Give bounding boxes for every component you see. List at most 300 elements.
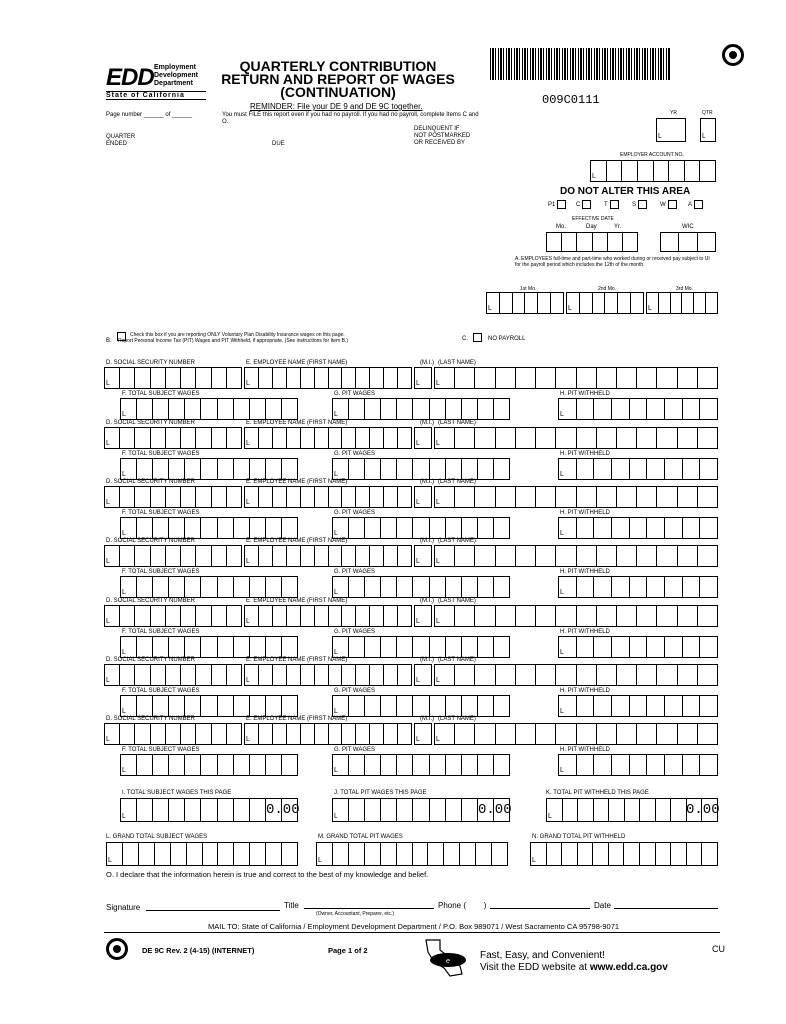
entry-cell[interactable] — [370, 367, 384, 389]
first-name-boxes[interactable] — [244, 545, 412, 567]
entry-cell[interactable] — [201, 798, 217, 822]
entry-cell[interactable] — [139, 842, 155, 866]
entry-cell[interactable] — [329, 367, 343, 389]
entry-cell[interactable] — [169, 798, 185, 822]
entry-cell[interactable] — [185, 517, 201, 539]
entry-cell[interactable] — [120, 398, 137, 420]
entry-cell[interactable] — [414, 427, 432, 449]
entry-cell[interactable] — [181, 723, 196, 745]
last-name-boxes[interactable] — [434, 723, 718, 745]
pit-wages-boxes[interactable] — [332, 695, 510, 717]
entry-cell[interactable] — [414, 367, 432, 389]
entry-cell[interactable] — [637, 427, 657, 449]
pit-wages-boxes[interactable] — [332, 458, 510, 480]
first-name-boxes[interactable] — [244, 427, 412, 449]
entry-cell[interactable] — [698, 367, 718, 389]
mi-box[interactable] — [414, 723, 432, 745]
entry-cell[interactable] — [665, 458, 683, 480]
entry-cell[interactable] — [332, 695, 349, 717]
entry-cell[interactable] — [166, 545, 181, 567]
entry-cell[interactable] — [166, 723, 181, 745]
entry-cell[interactable] — [478, 695, 494, 717]
entry-cell[interactable] — [398, 545, 412, 567]
pit-withheld-boxes[interactable] — [558, 458, 718, 480]
entry-cell[interactable] — [384, 427, 398, 449]
entry-cell[interactable] — [546, 798, 563, 822]
total-wages-boxes[interactable] — [120, 695, 298, 717]
entry-cell[interactable] — [398, 664, 412, 686]
entry-cell[interactable] — [120, 695, 137, 717]
entry-cell[interactable] — [486, 292, 500, 314]
entry-cell[interactable] — [315, 367, 329, 389]
entry-cell[interactable] — [577, 486, 597, 508]
entry-cell[interactable] — [201, 398, 217, 420]
entry-cell[interactable] — [446, 398, 462, 420]
entry-cell[interactable] — [155, 842, 171, 866]
entry-cell[interactable] — [679, 232, 697, 252]
entry-cell[interactable] — [315, 664, 329, 686]
pit-wages-boxes[interactable] — [332, 398, 510, 420]
entry-cell[interactable] — [665, 636, 683, 658]
entry-cell[interactable] — [455, 367, 475, 389]
entry-cell[interactable] — [329, 545, 343, 567]
dna-checkbox[interactable] — [694, 200, 703, 209]
entry-cell[interactable] — [342, 427, 356, 449]
entry-cell[interactable] — [617, 427, 637, 449]
entry-cell[interactable] — [365, 398, 381, 420]
entry-cell[interactable] — [430, 754, 446, 776]
grand-n-boxes[interactable] — [530, 842, 718, 866]
entry-cell[interactable] — [397, 458, 413, 480]
entry-cell[interactable] — [135, 545, 150, 567]
pit-wages-boxes[interactable] — [332, 517, 510, 539]
entry-cell[interactable] — [462, 517, 478, 539]
entry-cell[interactable] — [135, 486, 150, 508]
entry-cell[interactable] — [496, 664, 516, 686]
entry-cell[interactable] — [356, 486, 370, 508]
mi-box[interactable] — [414, 545, 432, 567]
entry-cell[interactable] — [282, 636, 298, 658]
entry-cell[interactable] — [475, 664, 495, 686]
entry-cell[interactable] — [349, 842, 365, 866]
entry-cell[interactable] — [478, 636, 494, 658]
entry-cell[interactable] — [153, 398, 169, 420]
entry-cell[interactable] — [577, 723, 597, 745]
entry-cell[interactable] — [381, 636, 397, 658]
entry-cell[interactable] — [455, 545, 475, 567]
entry-cell[interactable] — [462, 798, 478, 822]
entry-cell[interactable] — [384, 486, 398, 508]
entry-cell[interactable] — [370, 486, 384, 508]
dna-checkbox[interactable] — [638, 200, 647, 209]
entry-cell[interactable] — [349, 517, 365, 539]
entry-cell[interactable] — [618, 292, 631, 314]
entry-cell[interactable] — [342, 486, 356, 508]
entry-cell[interactable] — [637, 367, 657, 389]
entry-cell[interactable] — [169, 398, 185, 420]
entry-cell[interactable] — [212, 723, 227, 745]
entry-cell[interactable] — [365, 458, 381, 480]
entry-cell[interactable] — [349, 695, 365, 717]
total-wages-boxes[interactable] — [120, 517, 298, 539]
dna-check-s[interactable] — [632, 200, 647, 209]
entry-cell[interactable] — [287, 605, 301, 627]
phone-line[interactable] — [490, 908, 590, 909]
entry-cell[interactable] — [282, 398, 298, 420]
entry-cell[interactable] — [617, 367, 637, 389]
entry-cell[interactable] — [250, 842, 266, 866]
entry-cell[interactable] — [244, 427, 259, 449]
entry-cell[interactable] — [525, 292, 538, 314]
entry-cell[interactable] — [104, 664, 120, 686]
entry-cell[interactable] — [462, 458, 478, 480]
date-line[interactable] — [614, 908, 718, 909]
entry-cell[interactable] — [398, 427, 412, 449]
entry-cell[interactable] — [551, 292, 564, 314]
entry-cell[interactable] — [266, 842, 282, 866]
entry-cell[interactable] — [700, 754, 718, 776]
entry-cell[interactable] — [678, 427, 698, 449]
entry-cell[interactable] — [137, 636, 153, 658]
entry-cell[interactable] — [287, 723, 301, 745]
entry-cell[interactable] — [455, 664, 475, 686]
entry-cell[interactable] — [120, 458, 137, 480]
entry-cell[interactable] — [700, 695, 718, 717]
qtr-box[interactable]: L — [700, 118, 716, 142]
entry-cell[interactable] — [694, 292, 706, 314]
entry-cell[interactable] — [478, 754, 494, 776]
entry-cell[interactable] — [196, 605, 211, 627]
entry-cell[interactable] — [683, 695, 701, 717]
entry-cell[interactable] — [398, 486, 412, 508]
entry-cell[interactable] — [301, 723, 315, 745]
pit-wages-boxes[interactable] — [332, 754, 510, 776]
entry-cell[interactable] — [413, 458, 429, 480]
entry-cell[interactable] — [609, 798, 625, 822]
entry-cell[interactable] — [329, 664, 343, 686]
entry-cell[interactable] — [332, 798, 349, 822]
entry-cell[interactable] — [556, 427, 576, 449]
entry-cell[interactable] — [494, 754, 510, 776]
entry-cell[interactable] — [218, 576, 234, 598]
entry-cell[interactable] — [315, 486, 329, 508]
entry-cell[interactable] — [218, 842, 234, 866]
entry-cell[interactable] — [446, 517, 462, 539]
entry-cell[interactable] — [698, 427, 718, 449]
entry-cell[interactable] — [678, 723, 698, 745]
entry-cell[interactable] — [556, 605, 576, 627]
entry-cell[interactable] — [624, 842, 640, 866]
entry-cell[interactable] — [301, 605, 315, 627]
yr-box[interactable]: L — [656, 118, 686, 142]
entry-cell[interactable] — [384, 367, 398, 389]
month-1-boxes[interactable] — [486, 292, 564, 314]
entry-cell[interactable] — [494, 636, 510, 658]
entry-cell[interactable] — [315, 605, 329, 627]
entry-cell[interactable] — [700, 517, 718, 539]
entry-cell[interactable] — [349, 798, 365, 822]
entry-cell[interactable] — [671, 842, 687, 866]
entry-cell[interactable] — [381, 754, 397, 776]
entry-cell[interactable] — [244, 486, 259, 508]
entry-cell[interactable] — [577, 754, 595, 776]
entry-cell[interactable] — [120, 486, 135, 508]
entry-cell[interactable] — [496, 723, 516, 745]
entry-cell[interactable] — [266, 754, 282, 776]
entry-cell[interactable] — [365, 576, 381, 598]
entry-cell[interactable] — [365, 517, 381, 539]
entry-cell[interactable] — [342, 367, 356, 389]
entry-cell[interactable] — [169, 458, 185, 480]
entry-cell[interactable] — [414, 723, 432, 745]
entry-cell[interactable] — [665, 754, 683, 776]
entry-cell[interactable] — [342, 605, 356, 627]
entry-cell[interactable] — [665, 695, 683, 717]
pit-withheld-boxes[interactable] — [558, 754, 718, 776]
entry-cell[interactable] — [227, 605, 242, 627]
entry-cell[interactable] — [640, 798, 656, 822]
entry-cell[interactable] — [332, 517, 349, 539]
entry-cell[interactable] — [137, 576, 153, 598]
dna-check-t[interactable] — [604, 200, 619, 209]
entry-cell[interactable] — [597, 486, 617, 508]
entry-cell[interactable] — [185, 636, 201, 658]
entry-cell[interactable] — [169, 636, 185, 658]
entry-cell[interactable] — [687, 842, 703, 866]
entry-cell[interactable] — [137, 517, 153, 539]
entry-cell[interactable] — [218, 754, 234, 776]
entry-cell[interactable] — [365, 842, 381, 866]
entry-cell[interactable] — [201, 517, 217, 539]
entry-cell[interactable] — [413, 576, 429, 598]
entry-cell[interactable] — [332, 398, 349, 420]
entry-cell[interactable] — [558, 398, 577, 420]
entry-cell[interactable] — [657, 605, 677, 627]
entry-cell[interactable] — [234, 517, 250, 539]
entry-cell[interactable] — [282, 517, 298, 539]
entry-cell[interactable] — [516, 545, 536, 567]
title-line[interactable] — [304, 908, 434, 909]
entry-cell[interactable] — [475, 723, 495, 745]
entry-cell[interactable] — [301, 664, 315, 686]
entry-cell[interactable] — [287, 664, 301, 686]
entry-cell[interactable] — [455, 723, 475, 745]
entry-cell[interactable] — [266, 398, 282, 420]
entry-cell[interactable] — [135, 723, 150, 745]
month-2-boxes[interactable] — [566, 292, 644, 314]
entry-cell[interactable] — [356, 723, 370, 745]
entry-cell[interactable] — [556, 664, 576, 686]
entry-cell[interactable] — [120, 636, 137, 658]
entry-cell[interactable] — [153, 798, 169, 822]
entry-cell[interactable] — [398, 605, 412, 627]
entry-cell[interactable] — [381, 398, 397, 420]
entry-cell[interactable] — [414, 605, 432, 627]
entry-cell[interactable] — [227, 427, 242, 449]
pit-withheld-boxes[interactable] — [558, 576, 718, 598]
entry-cell[interactable] — [577, 232, 592, 252]
entry-cell[interactable] — [594, 517, 612, 539]
entry-cell[interactable] — [630, 398, 648, 420]
entry-cell[interactable] — [609, 842, 625, 866]
entry-cell[interactable] — [460, 842, 476, 866]
entry-cell[interactable] — [446, 636, 462, 658]
entry-cell[interactable] — [683, 636, 701, 658]
ssn-boxes[interactable] — [104, 545, 242, 567]
entry-cell[interactable] — [578, 798, 594, 822]
entry-cell[interactable] — [536, 723, 556, 745]
entry-cell[interactable] — [370, 605, 384, 627]
entry-cell[interactable] — [151, 427, 166, 449]
entry-cell[interactable] — [250, 695, 266, 717]
entry-cell[interactable] — [342, 545, 356, 567]
entry-cell[interactable] — [273, 664, 287, 686]
entry-cell[interactable] — [665, 398, 683, 420]
entry-cell[interactable] — [250, 754, 266, 776]
entry-cell[interactable] — [494, 517, 510, 539]
entry-cell[interactable] — [556, 723, 576, 745]
entry-cell[interactable] — [315, 427, 329, 449]
entry-cell[interactable] — [181, 367, 196, 389]
entry-cell[interactable] — [169, 695, 185, 717]
entry-cell[interactable] — [657, 367, 677, 389]
entry-cell[interactable] — [244, 545, 259, 567]
entry-cell[interactable] — [250, 798, 266, 822]
entry-cell[interactable] — [536, 427, 556, 449]
entry-cell[interactable] — [698, 664, 718, 686]
entry-cell[interactable] — [513, 292, 526, 314]
entry-cell[interactable] — [657, 664, 677, 686]
entry-cell[interactable] — [558, 636, 577, 658]
entry-cell[interactable] — [273, 605, 287, 627]
employer-account-boxes[interactable] — [590, 160, 716, 182]
entry-cell[interactable] — [104, 723, 120, 745]
entry-cell[interactable] — [381, 695, 397, 717]
total-wages-boxes[interactable] — [120, 576, 298, 598]
entry-cell[interactable] — [397, 636, 413, 658]
entry-cell[interactable] — [201, 695, 217, 717]
entry-cell[interactable] — [558, 695, 577, 717]
entry-cell[interactable] — [594, 398, 612, 420]
entry-cell[interactable] — [218, 458, 234, 480]
entry-cell[interactable] — [637, 486, 657, 508]
entry-cell[interactable] — [349, 398, 365, 420]
entry-cell[interactable] — [397, 517, 413, 539]
entry-cell[interactable] — [683, 517, 701, 539]
entry-cell[interactable] — [259, 545, 273, 567]
entry-cell[interactable] — [414, 664, 432, 686]
entry-cell[interactable] — [617, 545, 637, 567]
entry-cell[interactable] — [151, 723, 166, 745]
entry-cell[interactable] — [647, 636, 665, 658]
entry-cell[interactable] — [698, 545, 718, 567]
entry-cell[interactable] — [196, 664, 211, 686]
entry-cell[interactable] — [698, 723, 718, 745]
entry-cell[interactable] — [430, 517, 446, 539]
entry-cell[interactable] — [496, 605, 516, 627]
entry-cell[interactable] — [273, 486, 287, 508]
entry-cell[interactable] — [678, 486, 698, 508]
entry-cell[interactable] — [556, 486, 576, 508]
entry-cell[interactable] — [135, 427, 150, 449]
total-wages-boxes[interactable] — [120, 458, 298, 480]
entry-cell[interactable] — [640, 842, 656, 866]
entry-cell[interactable] — [212, 427, 227, 449]
dna-check-w[interactable] — [660, 200, 677, 209]
entry-cell[interactable] — [397, 842, 413, 866]
entry-cell[interactable] — [594, 754, 612, 776]
entry-cell[interactable] — [234, 842, 250, 866]
entry-cell[interactable] — [612, 517, 630, 539]
entry-cell[interactable] — [365, 636, 381, 658]
pit-withheld-boxes[interactable] — [558, 517, 718, 539]
entry-cell[interactable] — [678, 664, 698, 686]
entry-cell[interactable] — [273, 427, 287, 449]
dna-checkbox[interactable] — [610, 200, 619, 209]
mi-box[interactable] — [414, 664, 432, 686]
entry-cell[interactable] — [577, 664, 597, 686]
entry-cell[interactable] — [196, 486, 211, 508]
entry-cell[interactable] — [381, 576, 397, 598]
entry-cell[interactable] — [120, 605, 135, 627]
entry-cell[interactable] — [637, 605, 657, 627]
entry-cell[interactable] — [227, 664, 242, 686]
first-name-boxes[interactable] — [244, 367, 412, 389]
entry-cell[interactable] — [430, 398, 446, 420]
entry-cell[interactable] — [201, 754, 217, 776]
entry-cell[interactable] — [700, 458, 718, 480]
entry-cell[interactable] — [135, 367, 150, 389]
entry-cell[interactable] — [135, 605, 150, 627]
entry-cell[interactable] — [683, 398, 701, 420]
entry-cell[interactable] — [605, 292, 618, 314]
entry-cell[interactable] — [647, 398, 665, 420]
entry-cell[interactable] — [137, 798, 153, 822]
entry-cell[interactable] — [151, 545, 166, 567]
entry-cell[interactable] — [397, 798, 413, 822]
entry-cell[interactable] — [104, 486, 120, 508]
entry-cell[interactable] — [329, 723, 343, 745]
entry-cell[interactable] — [478, 517, 494, 539]
entry-cell[interactable] — [593, 842, 609, 866]
entry-cell[interactable] — [266, 636, 282, 658]
entry-cell[interactable] — [212, 367, 227, 389]
entry-cell[interactable] — [153, 695, 169, 717]
entry-cell[interactable] — [244, 367, 259, 389]
no-payroll-checkbox[interactable] — [473, 333, 482, 342]
entry-cell[interactable] — [617, 723, 637, 745]
entry-cell[interactable] — [536, 486, 556, 508]
entry-cell[interactable] — [185, 695, 201, 717]
entry-cell[interactable] — [563, 798, 579, 822]
month-3-boxes[interactable] — [646, 292, 718, 314]
entry-cell[interactable] — [594, 636, 612, 658]
entry-cell[interactable] — [301, 427, 315, 449]
entry-cell[interactable] — [397, 576, 413, 598]
entry-cell[interactable] — [577, 695, 595, 717]
entry-cell[interactable] — [413, 842, 429, 866]
entry-cell[interactable] — [446, 576, 462, 598]
entry-cell[interactable] — [301, 545, 315, 567]
entry-cell[interactable] — [384, 664, 398, 686]
entry-cell[interactable] — [577, 517, 595, 539]
first-name-boxes[interactable] — [244, 664, 412, 686]
entry-cell[interactable] — [397, 695, 413, 717]
entry-cell[interactable] — [227, 723, 242, 745]
entry-cell[interactable] — [356, 664, 370, 686]
entry-cell[interactable] — [166, 427, 181, 449]
entry-cell[interactable] — [622, 160, 638, 182]
